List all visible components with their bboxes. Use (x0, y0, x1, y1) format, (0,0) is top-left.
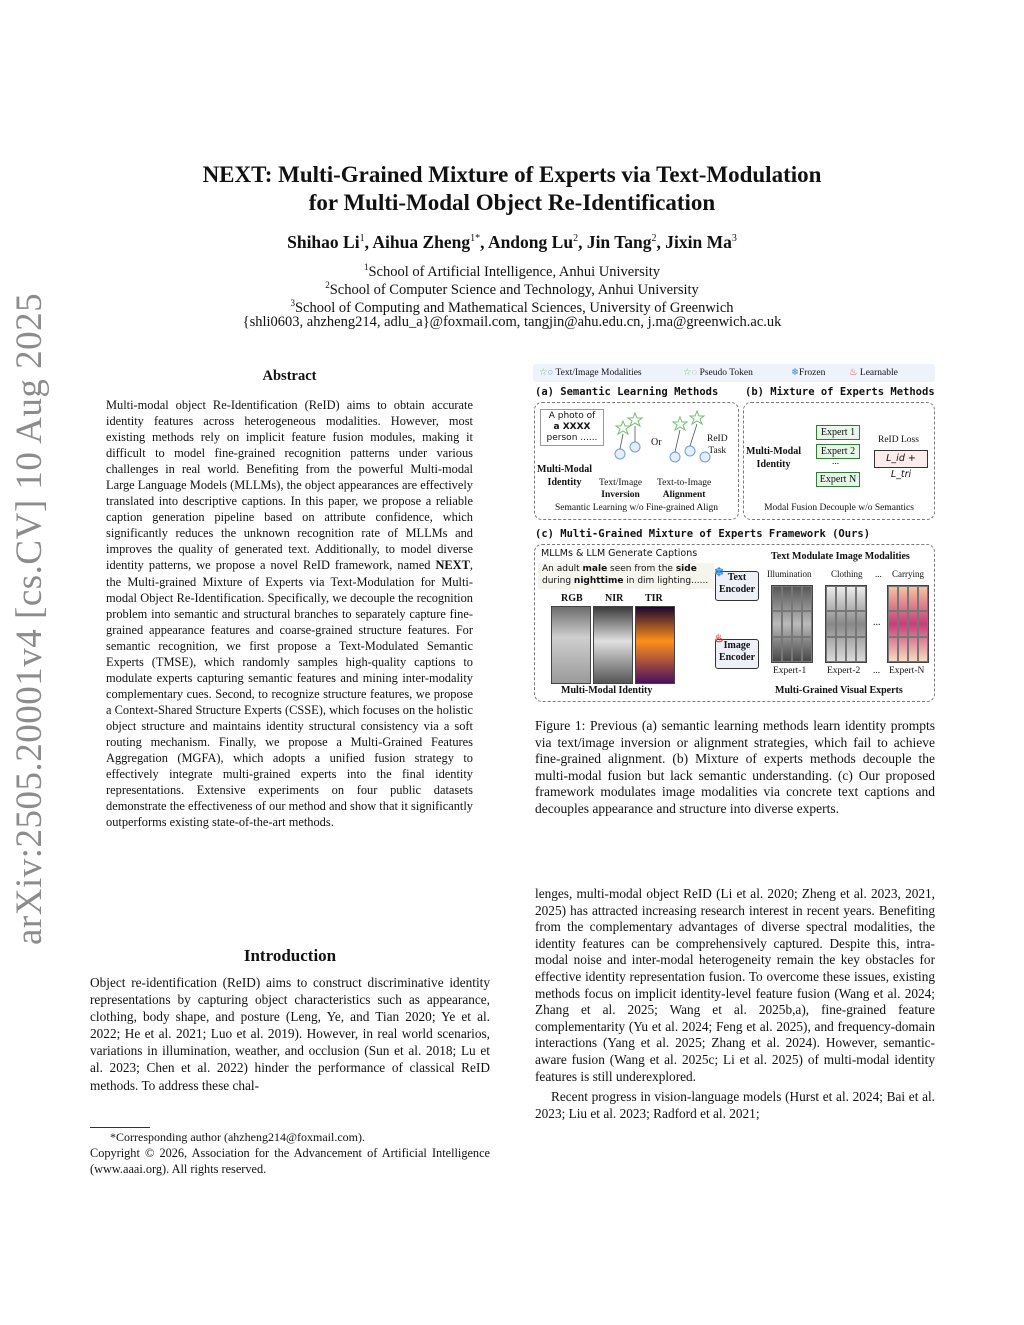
header-ellipsis: ... (875, 569, 882, 579)
rgb-label: RGB (561, 593, 583, 604)
carrying-label: Carrying (892, 569, 924, 579)
generated-caption: An adult male seen from the side during nighttime in dim lighting...... (538, 563, 714, 589)
author: Andong Lu$^2$ (487, 232, 579, 252)
introduction-heading: Introduction (243, 946, 337, 965)
legend-frozen: ❄Frozen (791, 368, 826, 378)
illumination-label: Illumination (767, 569, 812, 579)
figure-1-caption: Figure 1: Previous (a) semantic learning methods learn identity prompts via text/image inversion or alignment strategies, which fail to achieve fine-grained alignment. (b) Mixture of experts methods decouple the multi-modal fusion but lack semantic understanding. (c) Our proposed framework modulates image modalities via concrete text captions and decouples appearance and structure into diverse experts. (535, 718, 935, 816)
author: Aihua Zheng$^{1*}$ (372, 232, 481, 252)
text-modulate-title: Text Modulate Image Modalities (771, 551, 910, 562)
panel-a-title: (a) Semantic Learning Methods (535, 386, 719, 398)
expert-2-box: Expert 2 (816, 444, 860, 459)
title-line-2: for Multi-Modal Object Re-Identification (308, 190, 716, 215)
clothing-label: Clothing (831, 569, 863, 579)
fire-icon: ♨ (849, 368, 858, 378)
panel-b-footer: Modal Fusion Decouple w/o Semantics (764, 503, 914, 513)
introduction-paragraph: Object re-identification (ReID) aims to construct discriminative identity representations by capturing object characteristics such as appearance, clothing, body shape, and posture (Leng, Ye, and Tian 2020; Ye et al. 2022; He et al. 2021; Luo et al. 2019). However, in real world scenarios, variations in illumination, weather, and occlusion (Sun et al. 2018; Lu et al. 2023; Chen et al. 2022) hinder the performance of classical ReID methods. To address these chal- (90, 975, 490, 1093)
multimodal-identity-label: Multi-Modal Identity (537, 464, 592, 488)
expert-2-label: Expert-2 (827, 666, 861, 676)
panel-c-title: (c) Multi-Grained Mixture of Experts Framework (Ours) (535, 528, 871, 540)
abstract-heading: Abstract (262, 368, 317, 384)
abstract-body: Multi-modal object Re-Identification (ReID) aims to obtain accurate identity features across heterogeneous modalities. However, most existing methods rely on implicit feature fusion modules, making it difficult to model fine-grained recognition patterns under various challenges in real world. Benefiting from the powerful Multi-modal Large Language Models (MLLMs), the object appearances are effectively translated into descriptive captions. In this paper, we propose a reliable caption generation pipeline based on attribute confidence, which significantly reduces the unknown recognition rate of MLLMs and improves the quality of generated text. Additionally, to model diverse identity patterns, we propose a novel ReID framework, named NEXT, the Multi-grained Mixture of Experts via Text-Modulation for Multi-modal Object Re-Identification. Specifically, we decouple the recognition problem into semantic and structural branches to separately capture fine-grained appearance features and coarse-grained structure features. For semantic recognition, we first propose a Text-Modulated Semantic Experts (TMSE), which randomly samples high-quality captions to modulate experts capturing semantic features and mining inter-modality complementary cues. Second, to recognize structure features, we propose a Context-Shared Structure Experts (CSSE), which focuses on the holistic object structure and maintains identity structural consistency via a soft routing mechanism. Finally, we propose a Multi-Grained Features Aggregation (MGFA), which adopts a unified fusion strategy to effectively integrate multi-grained experts into the final identity representations. Extensive experiments on four public datasets demonstrate the effectiveness of our method and show that it significantly outperforms existing state-of-the-art methods. (106, 398, 473, 830)
expert-n-label: Expert-N (889, 666, 925, 676)
framework-name: NEXT (435, 558, 470, 573)
carrying-expert-map (887, 585, 929, 663)
circle-icon (615, 449, 625, 459)
reid-task-label: ReID Task (707, 434, 728, 456)
copyright-notice: Copyright © 2026, Association for the Advancement of Artificial Intelligence (www.aaai.org). All rights reserved. (90, 1146, 490, 1176)
author-emails: {shli0603, ahzheng214, adlu_a}@foxmail.com, tangjin@ahu.edu.cn, j.ma@greenwich.ac.uk (242, 314, 782, 330)
paragraph: Recent progress in vision-language models (Hurst et al. 2024; Bai et al. 2023; Liu et al. 2023; Radford et al. 2021; (535, 1089, 935, 1121)
affiliation-2: $^2$School of Computer Science and Technology, Anhui University (325, 280, 699, 298)
panel-b (743, 402, 935, 520)
figure-legend (533, 364, 935, 382)
tir-label: TIR (645, 593, 663, 604)
multimodal-identity-label: Multi-Modal Identity (746, 446, 801, 470)
expert-label-ellipsis: ... (873, 666, 881, 676)
snowflake-icon: ❄ (791, 368, 799, 378)
expert-1-label: Expert-1 (773, 666, 807, 676)
star-icon (628, 413, 642, 426)
caption-generation-heading: MLLMs & LLM Generate Captions (541, 548, 698, 559)
corresponding-author-note: *Corresponding author (ahzheng214@foxmail.com). (110, 1130, 365, 1144)
star-icon: ☆ (539, 368, 548, 378)
legend-pseudo: ☆◌ Pseudo Token (683, 368, 753, 378)
arxiv-identifier: arXiv:2505.20001v4 [cs.CV] 10 Aug 2025 (9, 292, 50, 945)
clothing-expert-map (825, 585, 867, 663)
circle-icon: ○ (547, 368, 554, 378)
prompt-box: A photo of a XXXX person ...... (540, 409, 604, 446)
multi-grained-experts-label: Multi-Grained Visual Experts (775, 685, 903, 696)
circle-icon (670, 452, 680, 462)
rgb-image (551, 606, 591, 684)
inversion-label: Text/Image Inversion (599, 478, 643, 500)
panel-c (534, 544, 935, 702)
loss-formula: L_id + L_tri (874, 450, 928, 468)
star-icon (616, 421, 630, 434)
panel-a-footer: Semantic Learning w/o Fine-grained Align (554, 503, 719, 513)
author-list: Shihao Li$^1$, Aihua Zheng$^{1*}$, Andong Lu$^2$, Jin Tang$^2$, Jixin Ma$^3$ (287, 232, 737, 252)
figure-1 (533, 364, 937, 704)
author: Jin Tang$^2$ (586, 232, 657, 252)
paper-title (0, 161, 1024, 217)
nir-label: NIR (605, 593, 624, 604)
affiliation-1: $^1$School of Artificial Intelligence, Anhui University (363, 262, 661, 280)
circle-icon (630, 442, 640, 452)
nir-image (593, 606, 633, 684)
alignment-label: Text-to-Image Alignment (657, 478, 712, 500)
legend-learnable: ♨ Learnable (849, 368, 898, 378)
fire-icon: ♨ (714, 633, 724, 645)
map-ellipsis: ... (873, 617, 881, 628)
star-icon (690, 411, 704, 424)
star-icon (673, 417, 687, 430)
expert-1-box: Expert 1 (816, 425, 860, 440)
author: Jixin Ma$^3$ (665, 232, 737, 252)
panel-b-title: (b) Mixture of Experts Methods (745, 386, 935, 398)
right-column-body (535, 886, 935, 1122)
dashed-star-icon: ☆ (683, 368, 692, 378)
affiliation-3: $^3$School of Computing and Mathematical Sciences, University of Greenwich (290, 298, 734, 316)
expert-n-box: Expert N (816, 472, 860, 487)
author: Shihao Li$^1$ (287, 232, 365, 252)
panel-a (534, 402, 739, 520)
snowflake-icon: ❄ (714, 565, 725, 579)
circle-icon (685, 446, 695, 456)
or-label: Or (651, 437, 662, 448)
legend-modalities: ☆○ Text/Image Modalities (539, 368, 642, 378)
text-encoder: ❄ Text Encoder (715, 571, 759, 601)
multimodal-identity-label: Multi-Modal Identity (561, 685, 653, 696)
experts-ellipsis: ... (832, 457, 840, 467)
image-encoder: ♨ Image Encoder (715, 639, 759, 669)
dashed-circle-icon: ◌ (691, 368, 698, 378)
footnote-rule (90, 1127, 150, 1128)
title-line-1: NEXT: Multi-Grained Mixture of Experts via Text-Modulation (202, 162, 822, 187)
reid-loss-label: ReID Loss (878, 435, 919, 445)
illumination-expert-map (771, 585, 813, 663)
tir-image (635, 606, 675, 684)
paragraph: lenges, multi-modal object ReID (Li et al. 2020; Zheng et al. 2023, 2021, 2025) has attracted increasing research interest in recent years. Benefiting from the complementary advantages of diverse spectral modalities, the identity features can be comprehensively captured. Despite this, intra-modal noise and inter-modal heterogeneity remain the key obstacles for effective identity representation fusion. To overcome these issues, existing methods focus on implicit identity-level feature fusion (Wang et al. 2024; Zhang et al. 2025; Wang et al. 2025b,a), fine-grained feature complementarity (Yu et al. 2024; Feng et al. 2025), and frequency-domain interactions (Yang et al. 2025; Zhang et al. 2024). However, semantic-aware fusion (Wang et al. 2025c; Li et al. 2025) of multi-modal identity features is still underexplored. (535, 886, 935, 1084)
